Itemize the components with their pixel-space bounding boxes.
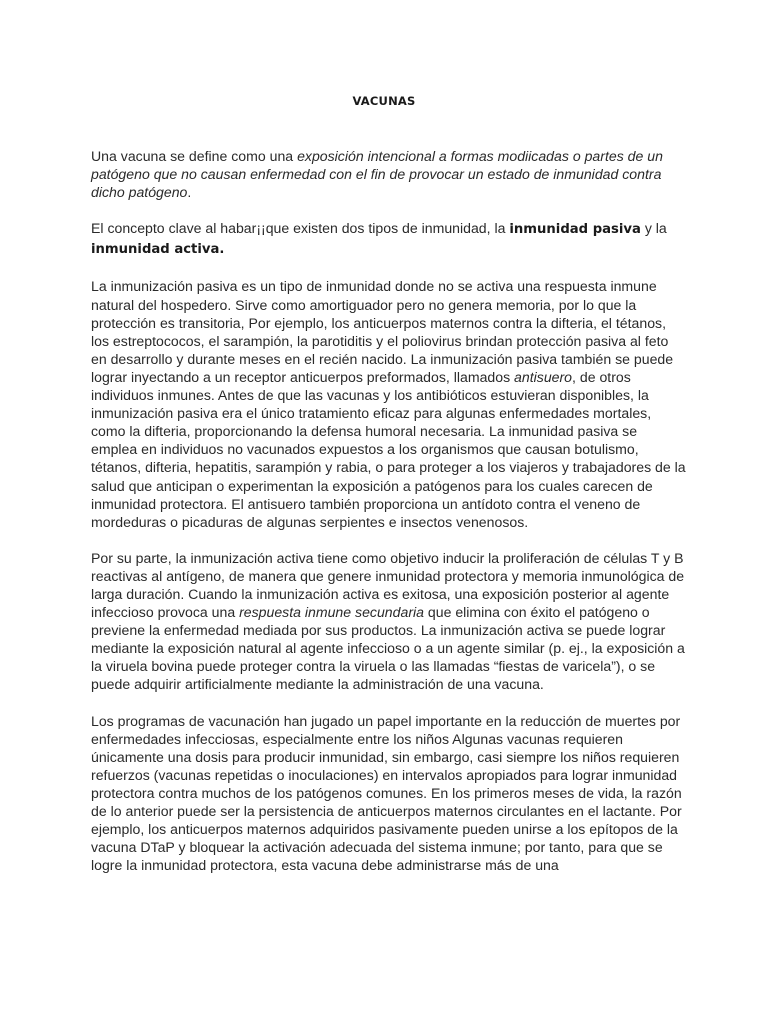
italic-definition: exposición intencional a formas modiicadas o partes de un patógeno que no causan enfermedad con el fin de provocar un estado de inmunidad contra dicho patógeno: [91, 148, 663, 201]
bold-active-immunity: inmunidad activa.: [91, 242, 225, 258]
paragraph-text: Los programas de vacunación han jugado un papel importante en la reducción de muertes por enfermedades infecciosas, especialmente entre los niños Algunas vacunas requieren únicamente una dosis para producir inmunidad, sin embargo, casi siempre los niños requieren refuerzos (vacunas repetidas o inoculaciones) en intervalos apropiados para lograr inmunidad protectora contra muchos de los patógenos comunes. En los primeros meses de vida, la razón de lo anterior puede ser la persistencia de anticuerpos maternos circulantes en el lactante. Por ejemplo, los anticuerpos maternos adquiridos pasivamente pueden unirse a los epítopos de la vacuna DTaP y bloquear la activación adecuada del sistema inmune; por tanto, para que se logre la inmunidad protectora, esta vacuna debe administrarse más de una: [91, 712, 682, 874]
bold-passive-immunity: inmunidad pasiva: [509, 222, 641, 238]
paragraph-text: que elimina con éxito el patógeno o previene la enfermedad mediada por sus productos. La inmunización activa se puede lograr mediante la exposición natural al agente infeccioso o a un agente similar (p. ej., la exposición a la viruela bovina puede proteger contra la viruela o las llamadas “fiestas de varicela”), o se puede adquirir artificialmente mediante la administración de una vacuna.: [91, 604, 685, 693]
paragraph-vaccination-programs: [91, 712, 687, 875]
paragraph-text: y la: [640, 220, 667, 237]
paragraph-text: Una vacuna se define como una: [91, 148, 298, 164]
document-body: [91, 147, 687, 892]
document-title: VACUNAS: [352, 94, 416, 108]
paragraph-text: La inmunización pasiva es un tipo de inmunidad donde no se activa una respuesta inmune natural del hospedero. Sirve como amortiguador pero no genera memoria, por lo que la protección es transitoria, Por ejemplo, los anticuerpos maternos contra la difteria, el tétanos, los estreptococos, el sarampión, la parotiditis y el poliovirus brindan protección pasiva al feto en desarrollo y durante meses en el recién nacido. La inmunización pasiva también se puede lograr inyectando a un receptor anticuerpos preformados, llamados: [91, 278, 674, 385]
paragraph-immunity-types: [91, 219, 687, 259]
paragraph-text: Por su parte, la inmunización activa tiene como objetivo inducir la proliferación de células T y B reactivas al antígeno, de manera que genere inmunidad protectora y memoria inmunológica de larga duración. Cuando la inmunización activa es exitosa, una exposición posterior al agente infeccioso provoca una: [91, 549, 685, 621]
italic-secondary-response: respuesta inmune secundaria: [239, 604, 424, 621]
paragraph-text: El concepto clave al habar¡¡que existen dos tipos de inmunidad, la: [91, 220, 510, 237]
paragraph-passive-immunization: [91, 277, 687, 530]
paragraph-text: , de otros individuos inmunes. Antes de que las vacunas y los antibióticos estuvieran disponibles, la inmunización pasiva era el único tratamiento eficaz para algunas enfermedades mortales, como la difteria, proporcionando la defensa humoral necesaria. La inmunidad pasiva se emplea en individuos no vacunados expuestos a los organismos que causan botulismo, tétanos, difteria, hepatitis, sarampión y rabia, o para proteger a los viajeros y trabajadores de la salud que anticipan o experimentan la exposición a patógenos para los cuales carecen de inmunidad protectora. El antisuero también proporciona un antídoto contra el veneno de mordeduras o picaduras de algunas serpientes e insectos venenosos.: [91, 368, 686, 530]
paragraph-definition: [91, 147, 687, 201]
italic-antiserum: antisuero: [514, 368, 573, 385]
paragraph-text: .: [187, 184, 192, 201]
paragraph-active-immunization: [91, 549, 687, 694]
